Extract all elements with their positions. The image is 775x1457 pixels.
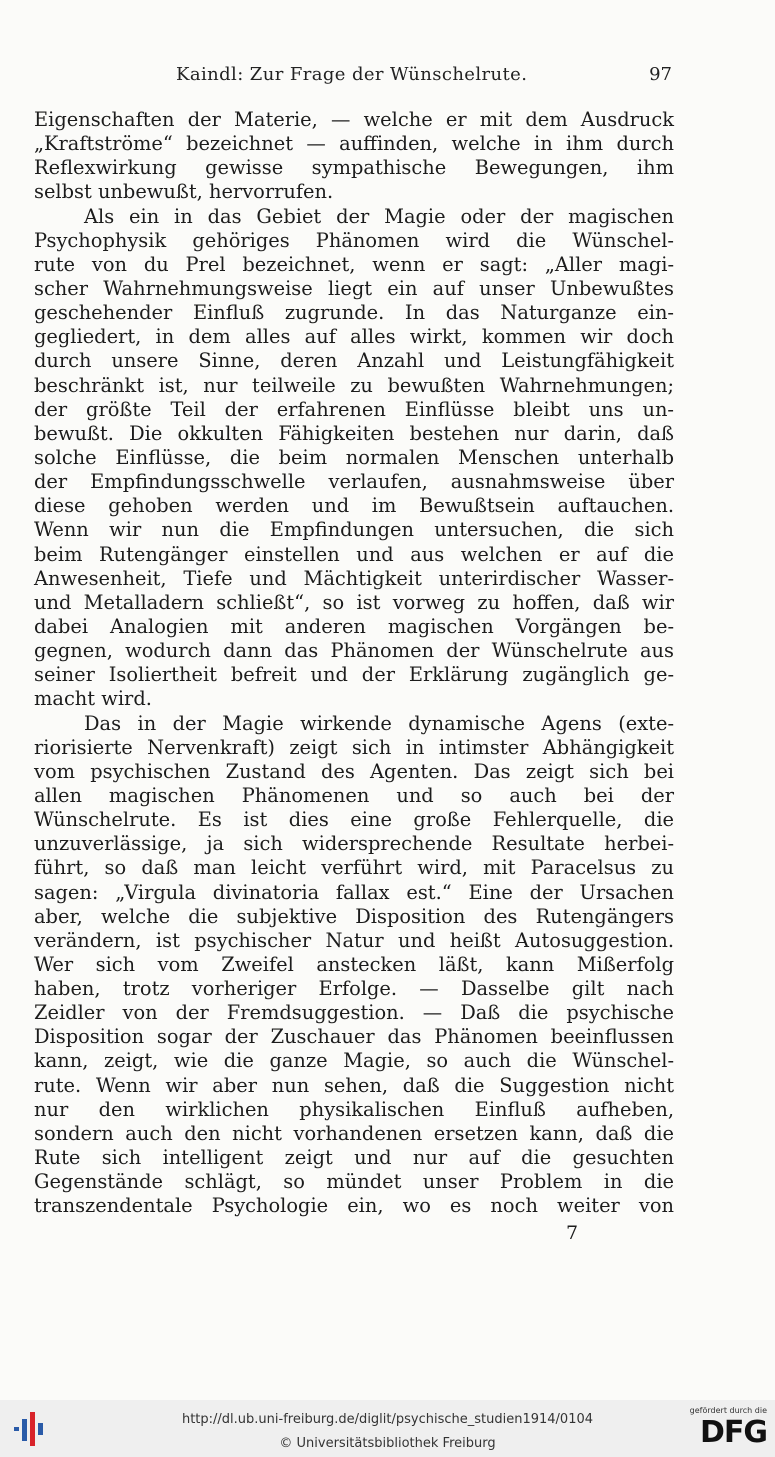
text-line: nur den wirklichen physikalischen Einfluß aufheben,: [34, 1097, 674, 1121]
text-line: rute. Wenn wir aber nun sehen, daß die Suggestion nicht: [34, 1073, 674, 1097]
text-line: kann, zeigt, wie die ganze Magie, so auch die Wünschel-: [34, 1049, 674, 1073]
text-line: Als ein in das Gebiet der Magie oder der magischen: [84, 204, 674, 228]
text-line: riorisierte Nervenkraft) zeigt sich in intimster Abhängigkeit: [34, 735, 674, 759]
text-line: scher Wahrnehmungsweise liegt ein auf unser Unbewußtes: [34, 276, 674, 300]
text-line: diese gehoben werden und im Bewußtsein auftauchen.: [34, 494, 674, 518]
text-line: der Empfindungsschwelle verlaufen, ausnahmsweise über: [34, 470, 674, 494]
text-line: verändern, ist psychischer Natur und heißt Autosuggestion.: [34, 928, 674, 952]
page-number: 97: [649, 64, 672, 85]
dfg-logo: [685, 1406, 767, 1452]
dfg-logo-text: DFG: [699, 1415, 767, 1450]
text-line: gegliedert, in dem alles auf alles wirkt, kommen wir doch: [34, 325, 674, 349]
text-line: beim Rutengänger einstellen und aus welchen er auf die: [34, 542, 674, 566]
text-line: Gegenstände schlägt, so mündet unser Problem in die: [34, 1170, 674, 1194]
footer-copyright: © Universitätsbibliothek Freiburg: [279, 1436, 496, 1451]
text-line: Reflexwirkung gewisse sympathische Bewegungen, ihm: [34, 156, 674, 180]
text-line: haben, trotz vorheriger Erfolge. — Dasselbe gilt nach: [34, 977, 674, 1001]
text-line: allen magischen Phänomenen und so auch bei der: [34, 783, 674, 807]
text-line: der größte Teil der erfahrenen Einflüsse bleibt uns un-: [34, 397, 674, 421]
text-line: sondern auch den nicht vorhandenen ersetzen kann, daß die: [34, 1121, 674, 1145]
text-line: Rute sich intelligent zeigt und nur auf die gesuchten: [34, 1146, 674, 1170]
text-line: solche Einflüsse, die beim normalen Menschen unterhalb: [34, 445, 674, 469]
text-line: seiner Isoliertheit befreit und der Erklärung zugänglich ge-: [34, 663, 674, 687]
signature-mark: 7: [566, 1222, 579, 1244]
dfg-caption: gefördert durch die: [689, 1406, 767, 1415]
text-line: gegnen, wodurch dann das Phänomen der Wünschelrute aus: [34, 639, 674, 663]
text-line: vom psychischen Zustand des Agenten. Das zeigt sich bei: [34, 759, 674, 783]
text-line: macht wird.: [34, 687, 152, 711]
text-line: Wünschelrute. Es ist dies eine große Fehlerquelle, die: [34, 808, 674, 832]
running-title: Kaindl: Zur Frage der Wünschelrute.: [176, 64, 528, 85]
text-line: führt, so daß man leicht verführt wird, mit Paracelsus zu: [34, 856, 674, 880]
running-head: [34, 60, 672, 90]
text-line: und Metalladern schließt“, so ist vorweg zu hoffen, daß wir: [34, 590, 674, 614]
text-line: beschränkt ist, nur teilweile zu bewußten Wahrnehmungen;: [34, 373, 674, 397]
body-text: [34, 108, 674, 1218]
text-line: Zeidler von der Fremdsuggestion. — Daß die psychische: [34, 1001, 674, 1025]
text-line: sagen: „Virgula divinatoria fallax est.“ Eine der Ursachen: [34, 880, 674, 904]
text-line: bewußt. Die okkulten Fähigkeiten bestehen nur darin, daß: [34, 421, 674, 445]
text-line: unzuverlässige, ja sich widersprechende Resultate herbei-: [34, 832, 674, 856]
footer-url-link[interactable]: http://dl.ub.uni-freiburg.de/diglit/psychische_studien1914/0104: [181, 1412, 594, 1427]
footer-bar: [0, 1400, 775, 1457]
text-line: aber, welche die subjektive Disposition des Rutengängers: [34, 904, 674, 928]
text-line: Das in der Magie wirkende dynamische Agens (exte-: [84, 711, 674, 735]
text-line: Wer sich vom Zweifel anstecken läßt, kann Mißerfolg: [34, 952, 674, 976]
text-line: rute von du Prel bezeichnet, wenn er sagt: „Aller magi-: [34, 252, 674, 276]
text-line: transzendentale Psychologie ein, wo es noch weiter von: [34, 1194, 674, 1218]
text-line: Psychophysik gehöriges Phänomen wird die Wünschel-: [34, 228, 674, 252]
text-line: geschehender Einfluß zugrunde. In das Naturganze ein-: [34, 301, 674, 325]
text-line: Eigenschaften der Materie, — welche er mit dem Ausdruck: [34, 108, 674, 131]
text-line: dabei Analogien mit anderen magischen Vorgängen be-: [34, 614, 674, 638]
text-line: Anwesenheit, Tiefe und Mächtigkeit unterirdischer Wasser-: [34, 566, 674, 590]
text-line: selbst unbewußt, hervorrufen.: [34, 180, 334, 204]
text-line: Disposition sogar der Zuschauer das Phänomen beeinflussen: [34, 1025, 674, 1049]
text-line: Wenn wir nun die Empfindungen untersuchen, die sich: [34, 518, 674, 542]
text-line: „Kraftströme“ bezeichnet — auffinden, welche in ihm durch: [34, 132, 674, 156]
text-line: durch unsere Sinne, deren Anzahl und Leistungfähigkeit: [34, 349, 674, 373]
